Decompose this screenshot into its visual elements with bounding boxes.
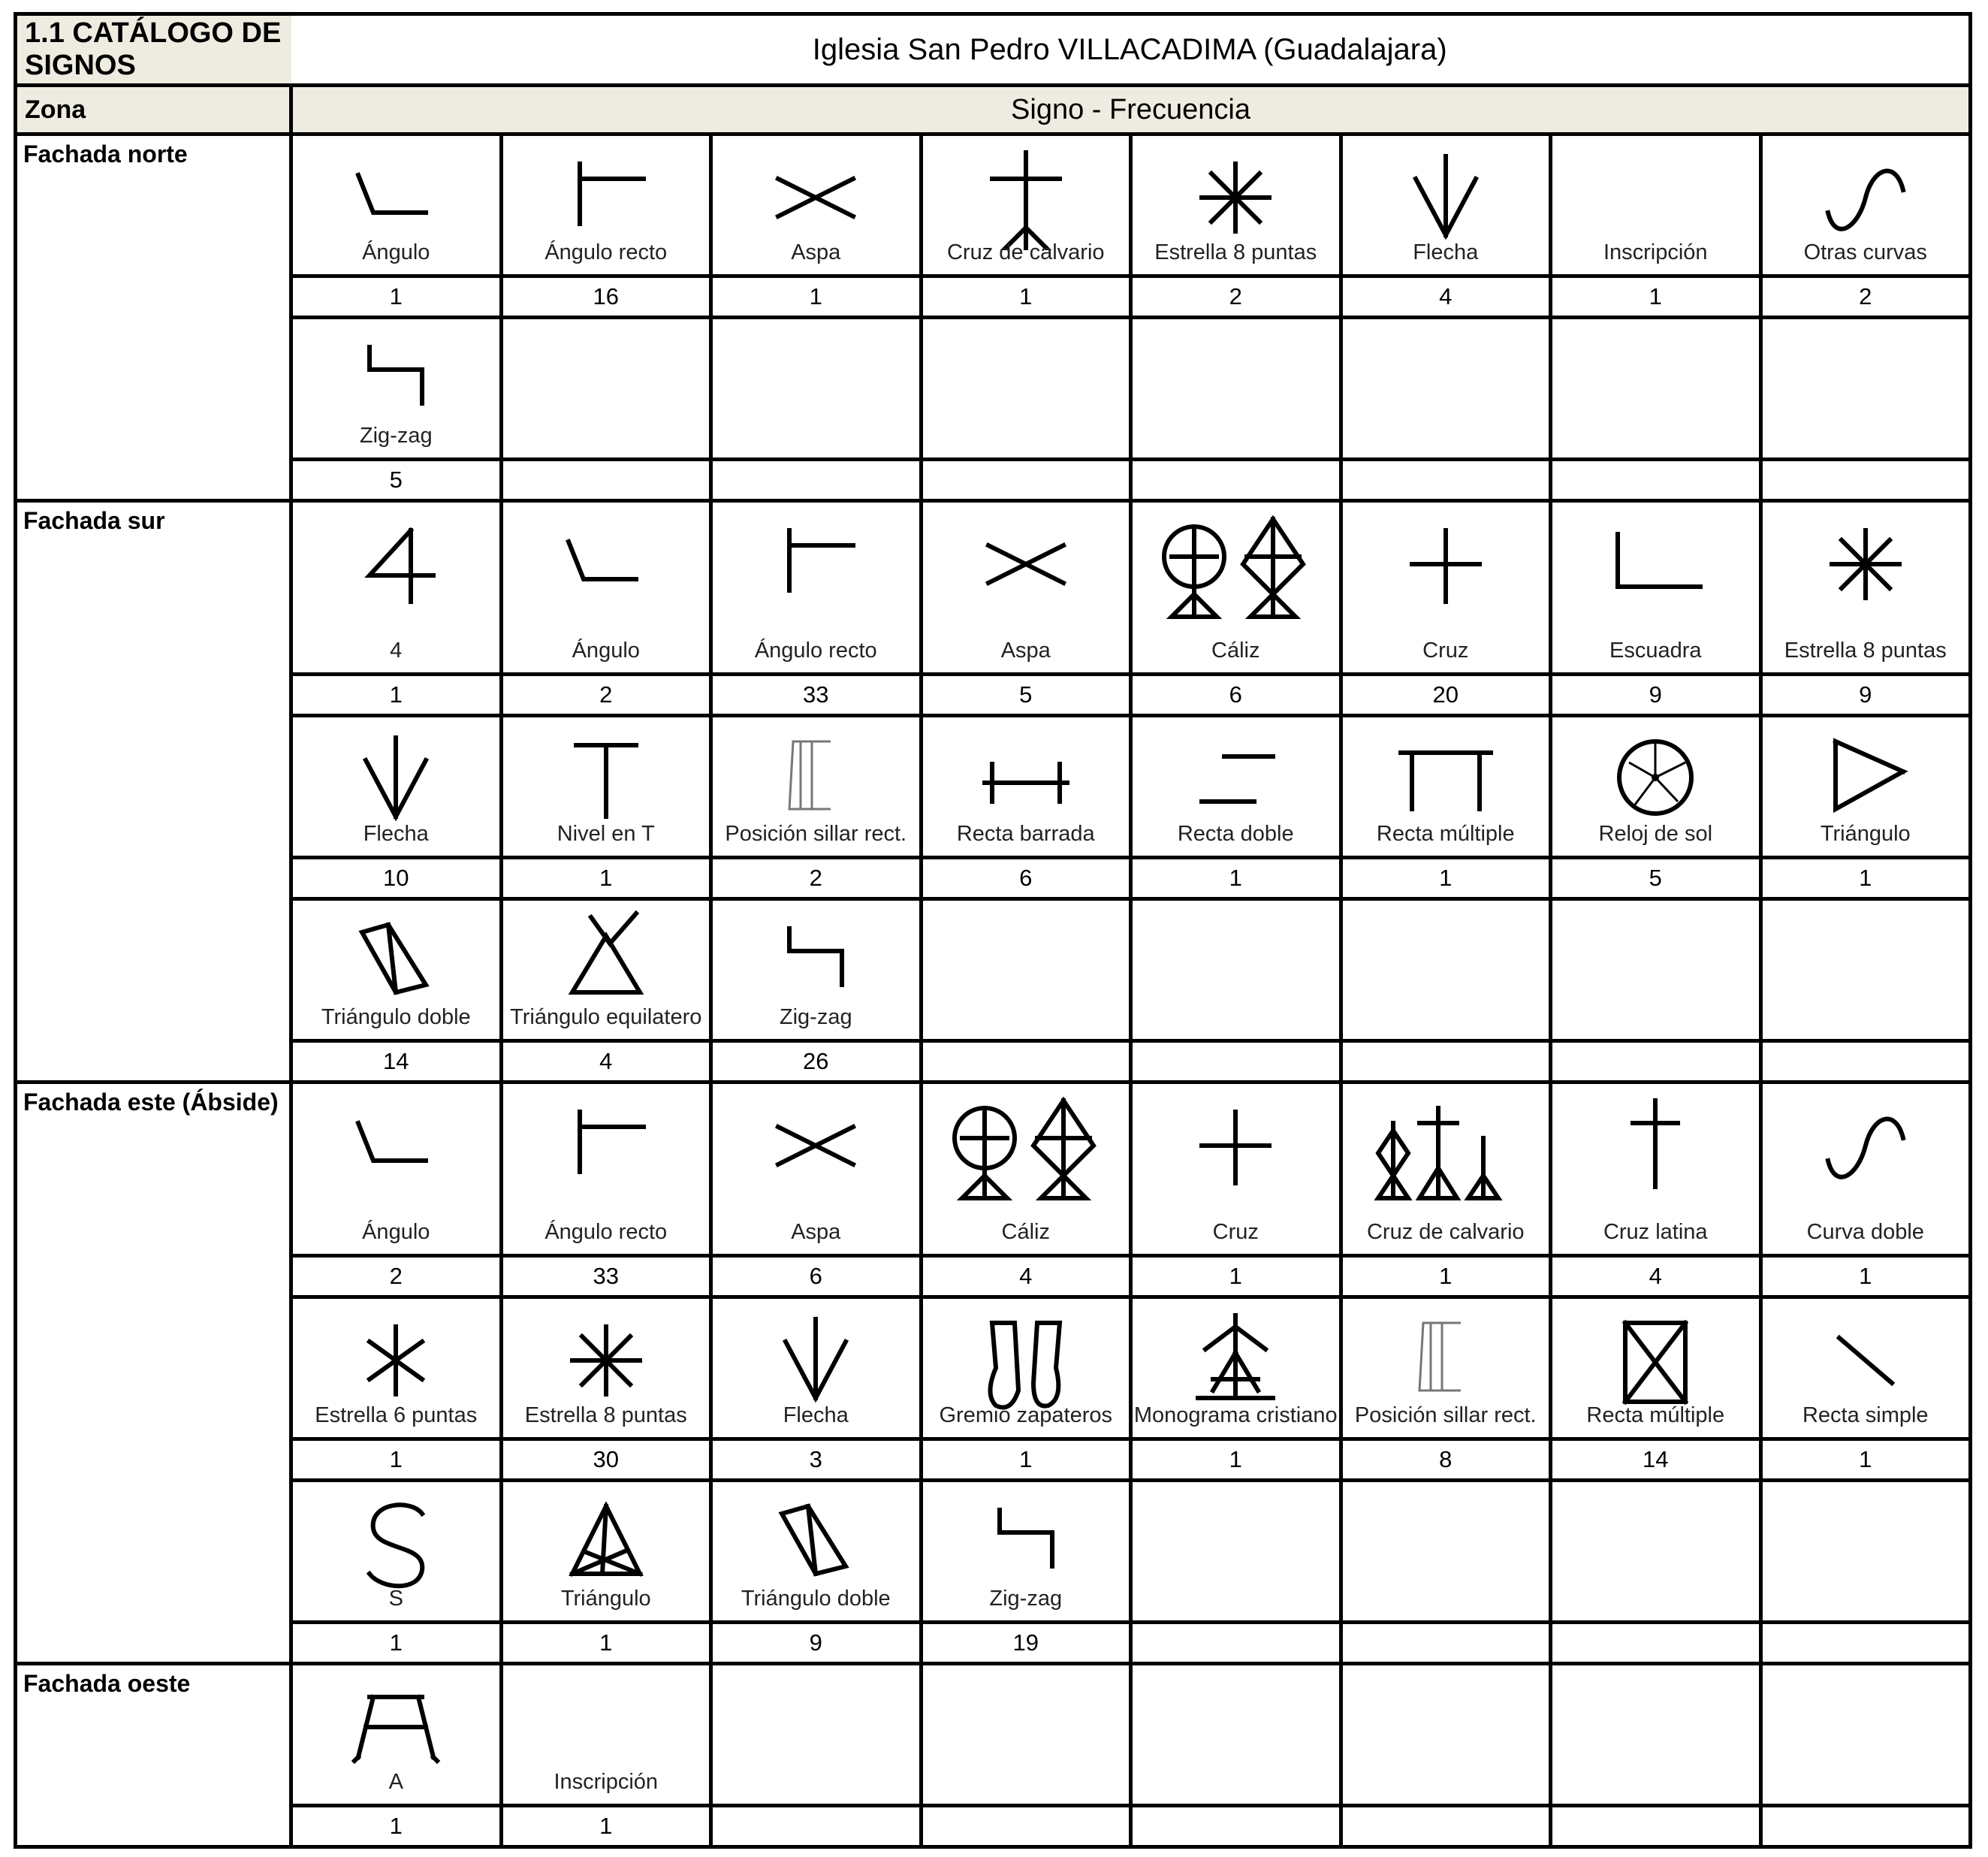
sign-frequency: 4 xyxy=(921,1256,1131,1297)
empty-sign-cell xyxy=(1760,899,1971,1041)
cross-icon xyxy=(1378,512,1513,617)
sundial-icon xyxy=(1588,726,1723,832)
empty-sign-cell xyxy=(1551,1481,1761,1623)
empty-sign-cell xyxy=(1131,318,1341,460)
sign-frequency: 4 xyxy=(1341,276,1551,318)
sign-frequency: 14 xyxy=(1551,1439,1761,1481)
sign-frequency: 4 xyxy=(501,1041,711,1082)
sign-label: Cáliz xyxy=(1211,639,1260,663)
sign-frequency: 2 xyxy=(501,675,711,716)
sign-frequency: 26 xyxy=(711,1041,922,1082)
arrow-down-icon xyxy=(748,1308,883,1413)
sign-cell xyxy=(501,1664,711,1806)
sign-cell xyxy=(501,501,711,675)
empty-frequency-cell xyxy=(921,1041,1131,1082)
empty-frequency-cell xyxy=(1551,460,1761,501)
sign-frequency: 6 xyxy=(921,858,1131,899)
sign-label: Otras curvas xyxy=(1803,240,1927,264)
church-name: Iglesia San Pedro VILLACADIMA (Guadalajara) xyxy=(291,14,1971,86)
right-angle-icon xyxy=(748,512,883,617)
empty-frequency-cell xyxy=(1131,1806,1341,1847)
sign-cell xyxy=(501,1297,711,1439)
sign-label: Ángulo recto xyxy=(545,1220,668,1244)
sign-label: S xyxy=(388,1587,403,1611)
sign-cell xyxy=(921,501,1131,675)
sign-label: Curva doble xyxy=(1806,1220,1924,1244)
sign-label: Estrella 6 puntas xyxy=(315,1403,478,1427)
sign-cell xyxy=(1760,501,1971,675)
sign-cell xyxy=(291,1297,502,1439)
star-8-icon xyxy=(1168,145,1303,250)
sign-frequency: 6 xyxy=(1131,675,1341,716)
sign-frequency: 9 xyxy=(711,1623,922,1664)
sign-frequency: 1 xyxy=(501,1623,711,1664)
set-square-icon xyxy=(1588,512,1723,617)
sign-catalog-sheet xyxy=(14,12,1972,1845)
empty-frequency-cell xyxy=(1760,1041,1971,1082)
sign-frequency: 1 xyxy=(1131,1439,1341,1481)
sign-frequency: 5 xyxy=(921,675,1131,716)
sign-label: Estrella 8 puntas xyxy=(1154,240,1317,264)
empty-sign-cell xyxy=(1341,1664,1551,1806)
empty-frequency-cell xyxy=(1131,1041,1341,1082)
curve-icon xyxy=(1798,145,1933,250)
double-triangle-icon xyxy=(328,910,463,1015)
arrow-down-icon xyxy=(328,726,463,832)
sign-frequency: 20 xyxy=(1341,675,1551,716)
sign-cell xyxy=(921,1297,1131,1439)
sign-cell xyxy=(1341,716,1551,858)
zone-column-header: Zona xyxy=(16,86,291,134)
sign-label: Triángulo doble xyxy=(741,1587,891,1611)
sign-cell xyxy=(1131,501,1341,675)
sign-frequency: 4 xyxy=(1551,1256,1761,1297)
sign-frequency: 2 xyxy=(1131,276,1341,318)
zigzag-icon xyxy=(748,910,883,1015)
sign-cell xyxy=(711,899,922,1041)
empty-sign-cell xyxy=(1760,1664,1971,1806)
empty-sign-cell xyxy=(1551,318,1761,460)
inscription-icon xyxy=(1588,145,1723,250)
shoemakers-guild-icon xyxy=(958,1308,1094,1413)
sign-catalog-table xyxy=(14,12,1972,1849)
sign-frequency: 1 xyxy=(291,1806,502,1847)
empty-sign-cell xyxy=(1131,1481,1341,1623)
empty-sign-cell xyxy=(1131,899,1341,1041)
sign-row xyxy=(16,1664,1971,1806)
sign-label: 4 xyxy=(390,639,403,663)
sign-cell xyxy=(291,1481,502,1623)
sign-frequency: 1 xyxy=(1760,858,1971,899)
christian-monogram-icon xyxy=(1168,1308,1303,1413)
sign-label: Triángulo doble xyxy=(321,1005,471,1029)
saltire-icon xyxy=(958,512,1094,617)
inscription-icon xyxy=(538,1674,674,1780)
sign-frequency-header: Signo - Frecuencia xyxy=(291,86,1971,134)
sign-frequency: 19 xyxy=(921,1623,1131,1664)
sign-label: Recta múltiple xyxy=(1376,822,1515,846)
sign-frequency: 1 xyxy=(291,276,502,318)
sign-cell xyxy=(711,501,922,675)
sign-cell xyxy=(1551,1297,1761,1439)
sign-label: Flecha xyxy=(363,822,429,846)
empty-frequency-cell xyxy=(1760,460,1971,501)
empty-frequency-cell xyxy=(1341,1041,1551,1082)
sign-label: Inscripción xyxy=(1603,240,1708,264)
triangle-icon xyxy=(1798,726,1933,832)
sign-frequency: 14 xyxy=(291,1041,502,1082)
sign-cell xyxy=(291,134,502,276)
sign-cell xyxy=(291,1664,502,1806)
sign-frequency: 1 xyxy=(1760,1439,1971,1481)
angle-icon xyxy=(328,1093,463,1198)
empty-frequency-cell xyxy=(1341,1806,1551,1847)
sign-frequency: 1 xyxy=(501,858,711,899)
empty-frequency-cell xyxy=(1760,1806,1971,1847)
sign-label: Triángulo xyxy=(1820,822,1911,846)
sign-frequency: 9 xyxy=(1760,675,1971,716)
sign-cell xyxy=(1341,501,1551,675)
empty-frequency-cell xyxy=(711,1806,922,1847)
frequency-row xyxy=(16,1623,1971,1664)
s-icon xyxy=(328,1491,463,1596)
frequency-row xyxy=(16,1041,1971,1082)
sign-frequency: 3 xyxy=(711,1439,922,1481)
sign-cell xyxy=(921,1481,1131,1623)
sign-cell xyxy=(711,716,922,858)
sign-label: Recta doble xyxy=(1177,822,1294,846)
empty-frequency-cell xyxy=(1551,1623,1761,1664)
zone-name: Fachada norte xyxy=(16,134,291,501)
sign-frequency: 6 xyxy=(711,1256,922,1297)
sign-label: Gremio zapateros xyxy=(939,1403,1112,1427)
sign-frequency: 16 xyxy=(501,276,711,318)
sign-cell xyxy=(1131,1082,1341,1256)
sign-label: Estrella 8 puntas xyxy=(524,1403,687,1427)
sign-cell xyxy=(501,899,711,1041)
sign-cell xyxy=(1341,1082,1551,1256)
sign-cell xyxy=(501,134,711,276)
sign-label: Aspa xyxy=(791,1220,841,1244)
sign-frequency: 5 xyxy=(1551,858,1761,899)
cross-icon xyxy=(1168,1093,1303,1198)
empty-sign-cell xyxy=(1341,899,1551,1041)
sign-label: Monograma cristiano xyxy=(1133,1403,1338,1427)
empty-sign-cell xyxy=(711,1664,922,1806)
star-8-icon xyxy=(538,1308,674,1413)
empty-sign-cell xyxy=(711,318,922,460)
latin-cross-icon xyxy=(1588,1093,1723,1198)
sign-label: Flecha xyxy=(783,1403,849,1427)
sign-label: Inscripción xyxy=(554,1770,659,1794)
sign-cell xyxy=(291,501,502,675)
simple-line-icon xyxy=(1798,1308,1933,1413)
sign-label: Triángulo xyxy=(560,1587,651,1611)
sign-label: Aspa xyxy=(791,240,841,264)
sign-row xyxy=(16,1481,1971,1623)
saltire-icon xyxy=(748,1093,883,1198)
angle-icon xyxy=(538,512,674,617)
sign-cell xyxy=(291,1082,502,1256)
multiple-line-box-icon xyxy=(1588,1308,1723,1413)
sign-cell xyxy=(1131,1297,1341,1439)
frequency-row xyxy=(16,460,1971,501)
sign-label: Ángulo xyxy=(572,639,640,663)
empty-frequency-cell xyxy=(1760,1623,1971,1664)
curve-icon xyxy=(1798,1093,1933,1198)
sign-frequency: 1 xyxy=(291,1439,502,1481)
chalice-icon xyxy=(943,1093,1109,1206)
sign-frequency: 9 xyxy=(1551,675,1761,716)
double-triangle-icon xyxy=(748,1491,883,1596)
saltire-icon xyxy=(748,145,883,250)
sign-cell xyxy=(291,899,502,1041)
zone-name: Fachada oeste xyxy=(16,1664,291,1847)
sign-cell xyxy=(1760,134,1971,276)
frequency-row xyxy=(16,675,1971,716)
sign-cell xyxy=(501,1481,711,1623)
sign-label: Zig-zag xyxy=(359,424,433,448)
empty-frequency-cell xyxy=(711,460,922,501)
empty-sign-cell xyxy=(1551,1664,1761,1806)
sign-frequency: 33 xyxy=(711,675,922,716)
sign-label: Estrella 8 puntas xyxy=(1784,639,1947,663)
sign-cell xyxy=(1551,134,1761,276)
sign-label: Ángulo recto xyxy=(545,240,668,264)
sign-frequency: 1 xyxy=(1131,1256,1341,1297)
sign-label: Triángulo equilatero xyxy=(510,1005,702,1029)
sign-frequency: 2 xyxy=(291,1256,502,1297)
calvary-cross-icon xyxy=(958,145,1094,250)
sign-cell xyxy=(501,1082,711,1256)
sign-row xyxy=(16,318,1971,460)
sign-label: Recta barrada xyxy=(956,822,1095,846)
sign-frequency: 1 xyxy=(1760,1256,1971,1297)
frequency-row xyxy=(16,1439,1971,1481)
empty-sign-cell xyxy=(1131,1664,1341,1806)
sign-row xyxy=(16,716,1971,858)
empty-frequency-cell xyxy=(1341,460,1551,501)
sign-cell xyxy=(921,1082,1131,1256)
sign-frequency: 1 xyxy=(1131,858,1341,899)
sign-row xyxy=(16,1297,1971,1439)
sign-frequency: 8 xyxy=(1341,1439,1551,1481)
sign-label: Recta múltiple xyxy=(1586,1403,1725,1427)
sign-frequency: 1 xyxy=(711,276,922,318)
empty-sign-cell xyxy=(921,318,1131,460)
empty-sign-cell xyxy=(921,1664,1131,1806)
frequency-row xyxy=(16,1256,1971,1297)
catalog-title: 1.1 CATÁLOGO DE SIGNOS xyxy=(16,14,291,86)
sign-label: Zig-zag xyxy=(989,1587,1063,1611)
sign-label: Zig-zag xyxy=(779,1005,852,1029)
empty-frequency-cell xyxy=(921,460,1131,501)
sign-label: Cruz latina xyxy=(1603,1220,1708,1244)
empty-frequency-cell xyxy=(1341,1623,1551,1664)
barred-line-icon xyxy=(958,726,1094,832)
empty-frequency-cell xyxy=(921,1806,1131,1847)
sign-cell xyxy=(501,716,711,858)
zone-name: Fachada sur xyxy=(16,501,291,1082)
sign-frequency: 1 xyxy=(291,1623,502,1664)
sign-cell xyxy=(921,716,1131,858)
empty-sign-cell xyxy=(921,899,1131,1041)
sign-label: Ángulo recto xyxy=(754,639,877,663)
empty-sign-cell xyxy=(1760,1481,1971,1623)
angle-icon xyxy=(328,145,463,250)
zigzag-icon xyxy=(328,328,463,433)
four-icon xyxy=(328,512,463,617)
sign-frequency: 33 xyxy=(501,1256,711,1297)
sign-frequency: 30 xyxy=(501,1439,711,1481)
sign-label: Recta simple xyxy=(1802,1403,1929,1427)
sign-cell xyxy=(1760,1082,1971,1256)
empty-frequency-cell xyxy=(1551,1806,1761,1847)
sign-cell xyxy=(1341,1297,1551,1439)
sign-frequency: 2 xyxy=(1760,276,1971,318)
empty-frequency-cell xyxy=(1131,460,1341,501)
sign-label: Cruz de calvario xyxy=(1366,1220,1525,1244)
sign-frequency: 1 xyxy=(1341,1256,1551,1297)
sign-label: A xyxy=(388,1770,403,1794)
sign-cell xyxy=(1551,716,1761,858)
sign-cell xyxy=(1131,134,1341,276)
empty-frequency-cell xyxy=(1551,1041,1761,1082)
sign-cell xyxy=(1341,134,1551,276)
empty-sign-cell xyxy=(1760,318,1971,460)
sign-frequency: 1 xyxy=(291,675,502,716)
double-line-icon xyxy=(1168,726,1303,832)
multiple-line-icon xyxy=(1378,726,1513,832)
sign-cell xyxy=(291,318,502,460)
triangle-tetra-icon xyxy=(538,1491,674,1596)
sign-row xyxy=(16,134,1971,276)
sign-frequency: 5 xyxy=(291,460,502,501)
ashlar-position-icon xyxy=(748,726,883,832)
sign-label: Ángulo xyxy=(362,1220,430,1244)
sign-cell xyxy=(291,716,502,858)
sign-label: Nivel en T xyxy=(557,822,655,846)
sign-cell xyxy=(711,1297,922,1439)
sign-row xyxy=(16,1082,1971,1256)
star-6-icon xyxy=(328,1308,463,1413)
sign-cell xyxy=(1551,1082,1761,1256)
sign-cell xyxy=(1131,716,1341,858)
calvary-group-icon xyxy=(1363,1093,1528,1206)
sign-cell xyxy=(711,1481,922,1623)
sign-label: Escuadra xyxy=(1609,639,1702,663)
sign-row xyxy=(16,501,1971,675)
right-angle-icon xyxy=(538,145,674,250)
zigzag-icon xyxy=(958,1491,1094,1596)
sign-cell xyxy=(711,1082,922,1256)
empty-frequency-cell xyxy=(1131,1623,1341,1664)
sign-frequency: 1 xyxy=(921,1439,1131,1481)
sign-label: Aspa xyxy=(1000,639,1051,663)
empty-sign-cell xyxy=(1341,1481,1551,1623)
empty-sign-cell xyxy=(1341,318,1551,460)
sign-cell xyxy=(1760,716,1971,858)
sign-frequency: 1 xyxy=(1341,858,1551,899)
sign-cell xyxy=(1760,1297,1971,1439)
empty-sign-cell xyxy=(501,318,711,460)
sign-frequency: 10 xyxy=(291,858,502,899)
sign-label: Flecha xyxy=(1413,240,1479,264)
zone-name: Fachada este (Ábside) xyxy=(16,1082,291,1664)
frequency-row xyxy=(16,1806,1971,1847)
sign-label: Reloj de sol xyxy=(1598,822,1713,846)
sign-label: Ángulo xyxy=(362,240,430,264)
sign-frequency: 1 xyxy=(1551,276,1761,318)
frequency-row xyxy=(16,276,1971,318)
sign-frequency: 1 xyxy=(921,276,1131,318)
sign-label: Cáliz xyxy=(1001,1220,1050,1244)
frequency-row xyxy=(16,858,1971,899)
empty-frequency-cell xyxy=(501,460,711,501)
sign-cell xyxy=(1551,501,1761,675)
empty-sign-cell xyxy=(1551,899,1761,1041)
sign-label: Posición sillar rect. xyxy=(725,822,907,846)
sign-label: Cruz xyxy=(1212,1220,1259,1244)
sign-cell xyxy=(711,134,922,276)
arrow-down-icon xyxy=(1378,145,1513,250)
right-angle-icon xyxy=(538,1093,674,1198)
a-icon xyxy=(328,1674,463,1780)
chalice-icon xyxy=(1153,512,1318,624)
sign-label: Posición sillar rect. xyxy=(1354,1403,1537,1427)
sign-cell xyxy=(921,134,1131,276)
sign-label: Cruz xyxy=(1422,639,1469,663)
star-8-icon xyxy=(1798,512,1933,617)
equilateral-triangle-icon xyxy=(538,910,674,1015)
sign-frequency: 1 xyxy=(501,1806,711,1847)
ashlar-position-icon xyxy=(1378,1308,1513,1413)
sign-frequency: 2 xyxy=(711,858,922,899)
sign-row xyxy=(16,899,1971,1041)
sign-label: Cruz de calvario xyxy=(946,240,1105,264)
t-level-icon xyxy=(538,726,674,832)
